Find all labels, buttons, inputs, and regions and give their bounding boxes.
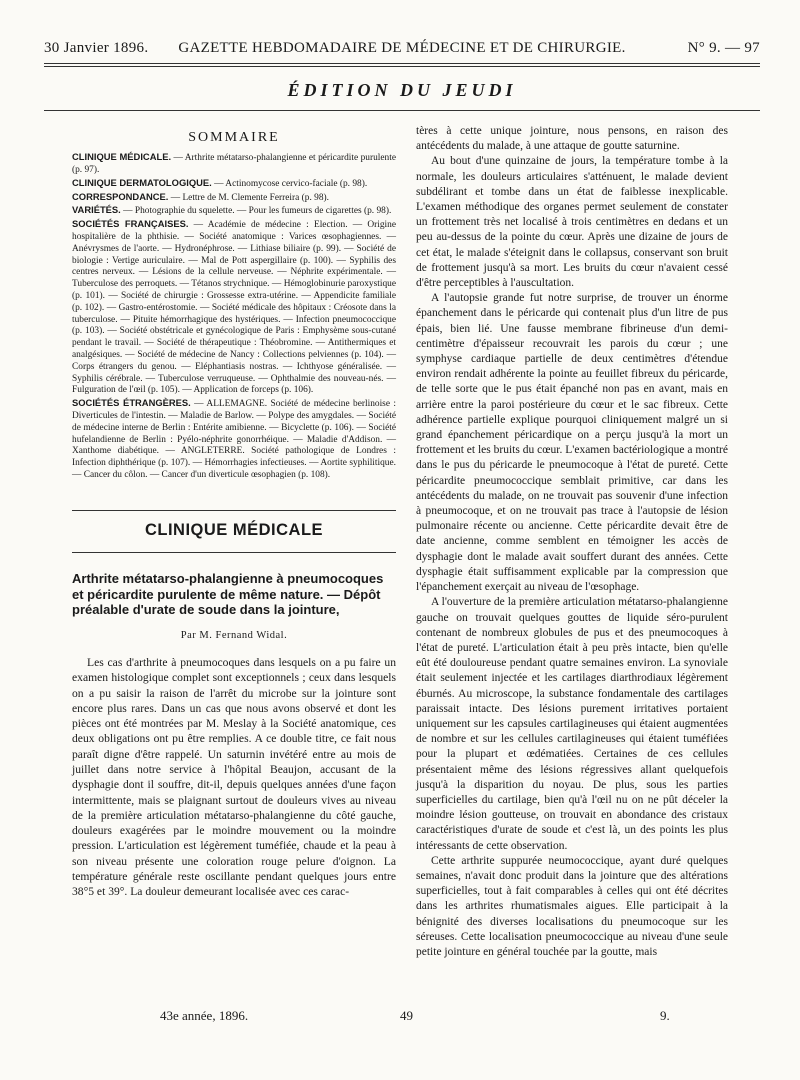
sommaire-section-name: SOCIÉTÉS FRANÇAISES. <box>72 218 189 230</box>
article-paragraph: tères à cette unique jointure, nous pensons, en raison des antécédents du malade, à une attaque de goutte saturnine. <box>416 125 728 153</box>
sommaire-section-name: VARIÉTÉS. <box>72 204 121 216</box>
sommaire-section-name: CLINIQUE DERMATOLOGIQUE. <box>72 176 212 188</box>
sommaire-entry <box>72 218 396 397</box>
footer-page-number: 49 <box>400 1008 413 1023</box>
sommaire-list <box>72 151 396 482</box>
sommaire-entry <box>72 151 396 177</box>
sommaire-entry-text: — ALLEMAGNE. Société de médecine berlinoise : Diverticules de l'intestin. — Maladie de Barlow. — Polype des amygdales. — Société de médecine interne de Berlin : Entérite amibienne. — Bicyclette (p. 106). — Société hufelandienne de Berlin : Pyélo-néphrite gonorrhéique. — Maladie d'Addison. — Xanthome diabétique. — ANGLETERRE. Société pathologique de Londres : Infection diphthérique (p. 107). — Hémorrhagies infectieuses. — Aortite syphilitique. — Cancer du côlon. — Cancer d'un diverticule œsophagien (p. 108). <box>72 399 396 481</box>
sommaire-entry-text: — Actinomycose cervico-faciale (p. 98). <box>211 178 368 189</box>
article-paragraph: Cette arthrite suppurée neumococcique, ayant duré quelques semaines, n'avait donc produit dans la jointure que des altérations superficielles, tout à fait comparables à celles qui ont été décrites dans les arthrites rhumatismales aigues. Elle participait à la bénignité des diverses localisations du pneumocoque sur les séreuses. Cette localisation pneumococcique au niveau d'une seule petite jointure en général touchée par la goutte, mais <box>416 854 728 958</box>
sommaire-entry-text: — Lettre de M. Clemente Ferreira (p. 98). <box>168 192 329 203</box>
right-column <box>416 124 728 960</box>
sommaire-entry-text: — Arthrite métatarso-phalangienne et péricardite purulente (p. 97). <box>72 153 396 176</box>
section-heading: CLINIQUE MÉDICALE <box>144 520 324 539</box>
sommaire-title: SOMMAIRE <box>188 130 280 145</box>
journal-title: GAZETTE HEBDOMADAIRE DE MÉDECINE ET DE CHIRURGIE. <box>178 40 626 56</box>
footer-signature: 9. <box>660 1008 670 1023</box>
sommaire-entry-text: — Photographie du squelette. — Pour les fumeurs de cigarettes (p. 98). <box>120 206 392 217</box>
header-rule-bottom <box>44 66 760 67</box>
sommaire-section-name: CLINIQUE MÉDICALE. <box>72 151 172 163</box>
section-rule <box>72 510 396 511</box>
sommaire-entry <box>72 177 396 191</box>
edition-rule <box>44 110 760 111</box>
sommaire-section-name: CORRESPONDANCE. <box>72 190 169 202</box>
header-rule-top <box>44 63 760 64</box>
sommaire-entry <box>72 191 396 205</box>
sommaire-entry-text: — Académie de médecine : Election. — Origine hospitalière de la phthisie. — Société anatomique : Varices œsophagiennes. — Anévrysmes de l'aorte. — Hydronéphrose. — Lithiase biliaire (p. 99). — Société de biologie : Vertige auriculaire. — Mal de Pott aspergillaire (p. 100). — Syphilis des centres nerveux. — Lésions de la cellule nerveuse. — Néphrite expérimentale. — Tuberculose des perroquets. — Tétanos strychnique. — Hémoglobinurie paroxystique (p. 101). — Société de chirurgie : Grossesse extra-utérine. — Appendicite familiale (p. 102). — Gastro-entérostomie. — Société médicale des hôpitaux : Créosote dans la tuberculose. — Pituite hémorrhagique des hystériques. — Infection pneumococcique (p. 103). — Société obstétricale et gynécologique de Paris : Emphysème sous-cutané pendant le travail. — Société de thérapeutique : Théobromine. — Antithermiques et analgésiques. — Société de médecine de Nancy : Collections pelviennes (p. 104). — Corps étrangers du genou. — Eléphantiasis nostras. — Ichthyose généralisée. — Syphilis cérébrale. — Tuberculose verruqueuse. — Ophthalmie des nouveau-nés. — Fulguration de l'œil (p. 105). — Application de forceps (p. 106). <box>72 220 396 396</box>
article-paragraph: A l'autopsie grande fut notre surprise, de trouver un énorme épanchement dans le péricarde qui contenait plus d'un litre de pus épais, bien lié. Une fausse membrane fibrineuse d'un demi-centimètre d'épaisseur recouvrait les parois du cœur ; une symphyse cardiaque partielle de deux centimètres d'étendue environ rendait adhérente la pointe au feuillet fibreux du péricarde, de telle sorte que le pus était épanché non pas en avant, mais en arrière entre la paroi postérieure du cœur et le sac fibreux. Cette adhérence partielle explique pourquoi cliniquement malgré un si grand épanchement péricardique on a perçu jusqu'à la mort un frottement et les bruits du cœur. L'examen bactériologique a montré dans le pus du péricarde le pneumocoque à l'état de pureté. Cette péricardite pneumococcique semblait primitive, car dans les antécédents du malade, on ne trouvait pas souvenir d'une infection à pneumocoque, et on ne trouvait pas trace à l'autopsie de lésion pulmonaire récente ou ancienne. Cette péricardite devait être de date ancienne, comme semblent en témoigner les accès de dysphagie dont le malade avait souffert durant des années. Cette dysphagie était suffisamment explicable par la compression que l'épanchement exerçait au niveau de l'œsophage. <box>416 292 728 594</box>
issue-number: N° 9. — 97 <box>687 40 760 56</box>
article-paragraph: Au bout d'une quinzaine de jours, la température tombe à la normale, les douleurs articulaires s'atténuent, le malade devient subdélirant et tombe dans un état de faiblesse inexplicable. L'examen méthodique des organes permet seulement de constater un frottement très net localisé à trois centimètres en dedans et un peu au-dessus de la pointe du cœur. Après une dizaine de jours de cet état, le malade s'éteignit dans le collapsus, conservant son bruit de frottement jusqu'à sa mort. Les bruits du cœur n'avaient cessé d'être perceptibles à l'auscultation. <box>416 155 728 290</box>
article-paragraph: A l'ouverture de la première articulation métatarso-phalangienne gauche on trouvait quelques gouttes de liquide séro-purulent contenant de nombreux globules de pus et des pneumocoques à l'état de pureté. L'articulation était à peu près intacte, bien qu'elle eût été douloureuse pendant quatre semaines environ. La synoviale était seulement injectée et les cartilages diarthrodiaux légèrement éburnés. Au microscope, la substance fondamentale des cartilages paraissait intacte. Des lésions purement irritatives portaient uniquement sur les capsules cartilagineuses qui étaient augmentées de nombre et sur les cellules cartilagineuses qui étaient tuméfiées pour la plupart et œdématiées. Certaines de ces cellules présentaient même des lésions régressives allant quelquefois jusqu'à la disparition du noyau. De plus, sous les parties superficielles du cartilage, bien qu'à l'œil nu on ne pût déceler la moindre lésion goutteuse, on trouvait en abondance des cristaux caractéristiques d'urate de soude et c'est là, un des points les plus intéressants de cette observation. <box>416 596 728 852</box>
sommaire-entry <box>72 204 396 218</box>
article-paragraph: Les cas d'arthrite à pneumocoques dans lesquels on a pu faire un examen histologique complet sont exceptionnels ; ceux dans lesquels on a pu saisir la raison de l'arrêt du microbe sur la jointure sont encore plus rares. Dans un cas que nous avons observé et dont les pièces ont été montrées par M. Meslay à la Société anatomique, ces deux obligations ont pu être remplies. A ce double titre, ce fait nous paraît digne d'être rappelé. Un saturnin invétéré entre au mois de juillet dans notre service à l'hôpital Beaujon, accusant de la dysphagie dont il souffre, dit-il, depuis quelques années d'une façon intermittente, mais se plaignant surtout de douleurs vives au niveau de la première articulation métatarso-phalangienne du côté gauche, douleurs exagérées par le moindre mouvement ou la moindre pression. L'articulation est légèrement tuméfiée, chaude et la peau à son niveau présente une coloration rouge pelure d'oignon. La température générale reste oscillante pendant quelques jours entre 38°5 et 39°. La douleur demeurant localisée avec ces carac- <box>72 655 396 899</box>
running-header <box>44 40 760 62</box>
footer-year: 43e année, 1896. <box>160 1008 249 1023</box>
left-column <box>72 130 396 900</box>
section-rule-bottom <box>72 552 396 553</box>
issue-date: 30 Janvier 1896. <box>44 40 149 56</box>
article-byline: Par M. Fernand Widal. <box>180 629 288 641</box>
sommaire-entry <box>72 397 396 482</box>
sommaire-section-name: SOCIÉTÉS ÉTRANGÈRES. <box>72 397 191 409</box>
article-title: Arthrite métatarso-phalangienne à pneumocoques et péricardite purulente de même nature. — Dépôt préalable d'urate de soude dans la jointure, <box>72 571 384 618</box>
edition-label: ÉDITION DU JEUDI <box>287 80 517 100</box>
